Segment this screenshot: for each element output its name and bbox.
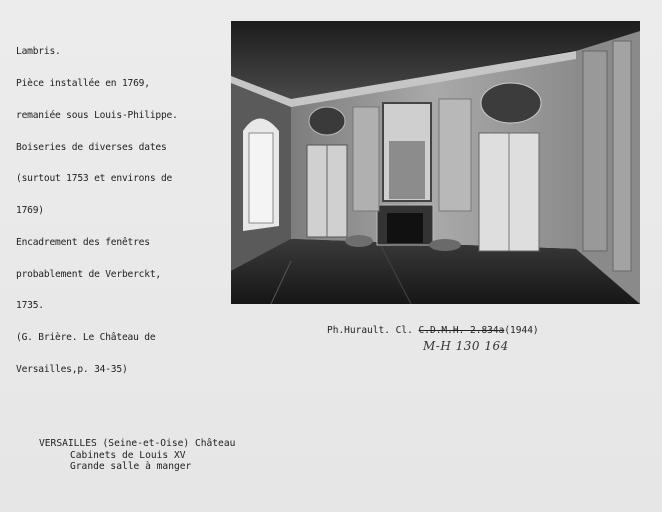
caption-line-section: Cabinets de Louis XV [70,449,186,461]
description-notes [16,26,226,397]
note-line: 1735. [16,300,44,312]
photo-credit [327,325,539,336]
note-line: probablement de Verberckt, [16,268,161,280]
note-line: (G. Brière. Le Château de [16,332,156,344]
note-line: Pièce installée en 1769, [16,77,150,89]
note-line: Versailles,p. 34-35) [16,364,128,375]
note-line: (surtout 1753 et environs de [16,173,173,185]
note-line: Encadrement des fenêtres [16,236,150,248]
note-line: Lambris. [16,46,61,58]
caption-line-room: Grande salle à manger [70,461,192,472]
credit-prefix: Ph.Hurault. Cl. [327,325,413,336]
caption-line-location: VERSAILLES (Seine-et-Oise) Château [39,438,236,449]
credit-year: (1944) [504,325,539,336]
note-line: Boiseries de diverses dates [16,141,167,153]
room-photograph [231,21,640,304]
location-caption [39,438,235,473]
note-line: 1769) [16,205,44,217]
room-photograph-drawing [231,21,640,304]
credit-struck-reference: C.D.M.H. 2.834a [418,325,505,336]
note-line: remaniée sous Louis-Philippe. [16,109,178,121]
handwritten-inventory-number: M-H 130 164 [423,339,509,353]
